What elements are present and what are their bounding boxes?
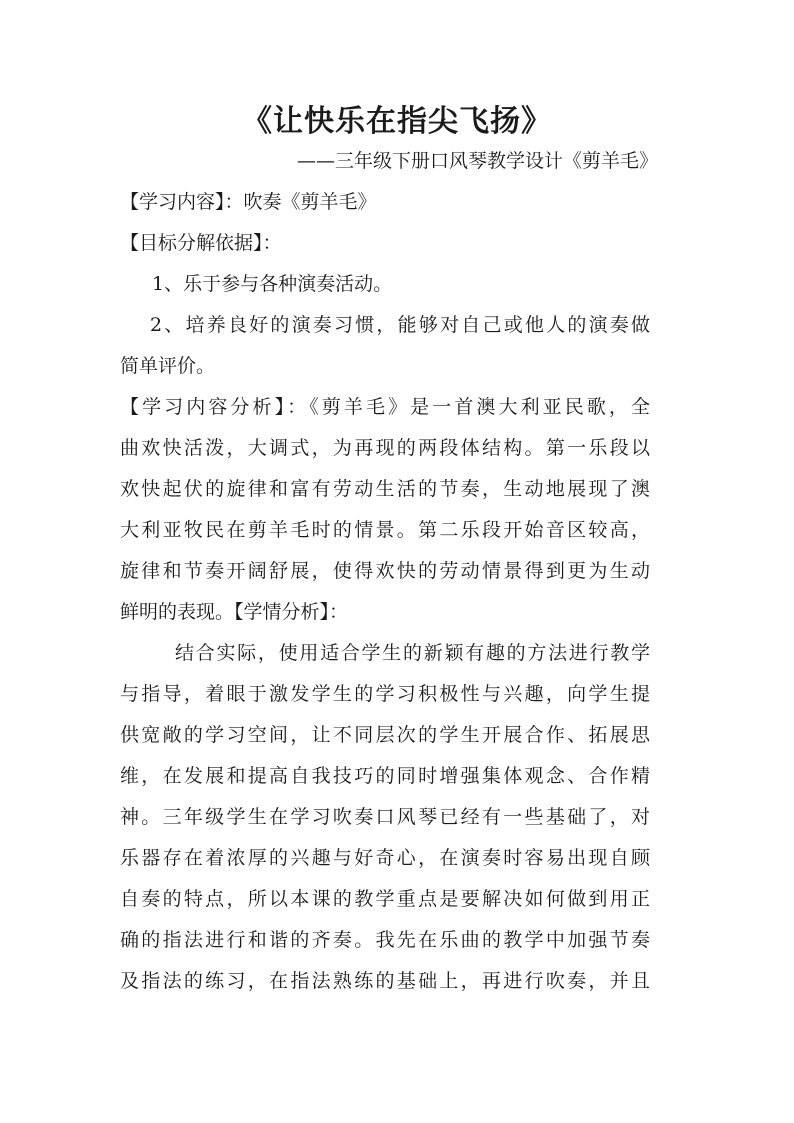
text-line-learner-analysis: 结合实际，使用适合学生的新颖有趣的方法进行教学 xyxy=(175,642,650,664)
text-line-learning-content: 【学习内容】：吹奏《剪羊毛》 xyxy=(120,191,377,213)
text-line-goal-2: 2、培养良好的演奏习惯，能够对自己或他人的演奏做 xyxy=(150,314,650,336)
text-line-learner-analysis: 确的指法进行和谐的齐奏。我先在乐曲的教学中加强节奏 xyxy=(120,929,650,951)
text-line-content-analysis: 旋律和节奏开阔舒展，使得欢快的劳动情景得到更为生动 xyxy=(120,560,650,582)
text-line-content-analysis: 【学习内容分析】：《剪羊毛》是一首澳大利亚民歌，全 xyxy=(120,396,650,418)
text-line-learner-analysis: 供宽敞的学习空间，让不同层次的学生开展合作、拓展思 xyxy=(120,724,650,746)
text-line-content-analysis: 大利亚牧民在剪羊毛时的情景。第二乐段开始音区较高， xyxy=(120,519,650,541)
text-line-learner-analysis: 自奏的特点，所以本课的教学重点是要解决如何做到用正 xyxy=(120,888,650,910)
text-line-goal-2-cont: 简单评价。 xyxy=(120,355,216,377)
text-line-learner-analysis: 及指法的练习，在指法熟练的基础上，再进行吹奏，并且 xyxy=(120,970,650,992)
text-line-content-analysis: 欢快起伏的旋律和富有劳动生活的节奏，生动地展现了澳 xyxy=(120,478,650,500)
text-line-goal-1: 1、乐于参与各种演奏活动。 xyxy=(152,273,393,295)
text-line-learner-analysis: 神。三年级学生在学习吹奏口风琴已经有一些基础了，对 xyxy=(120,806,650,828)
text-line-content-analysis: 曲欢快活泼，大调式，为再现的两段体结构。第一乐段以 xyxy=(120,437,650,459)
text-line-goal-basis: 【目标分解依据】： xyxy=(120,232,282,254)
text-line-learner-analysis: 与指导，着眼于激发学生的学习积极性与兴趣，向学生提 xyxy=(120,683,650,705)
document-title: 《让快乐在指尖飞扬》 xyxy=(242,104,552,139)
text-line-learner-analysis: 乐器存在着浓厚的兴趣与好奇心，在演奏时容易出现自顾 xyxy=(120,847,650,869)
document-body xyxy=(120,182,650,1002)
text-line-learner-analysis-heading: 鲜明的表现。【学情分析】： xyxy=(120,601,349,623)
text-line-learner-analysis: 维，在发展和提高自我技巧的同时增强集体观念、合作精 xyxy=(120,765,650,787)
document-subtitle: ——三年级下册口风琴教学设计《剪羊毛》 xyxy=(296,150,658,172)
